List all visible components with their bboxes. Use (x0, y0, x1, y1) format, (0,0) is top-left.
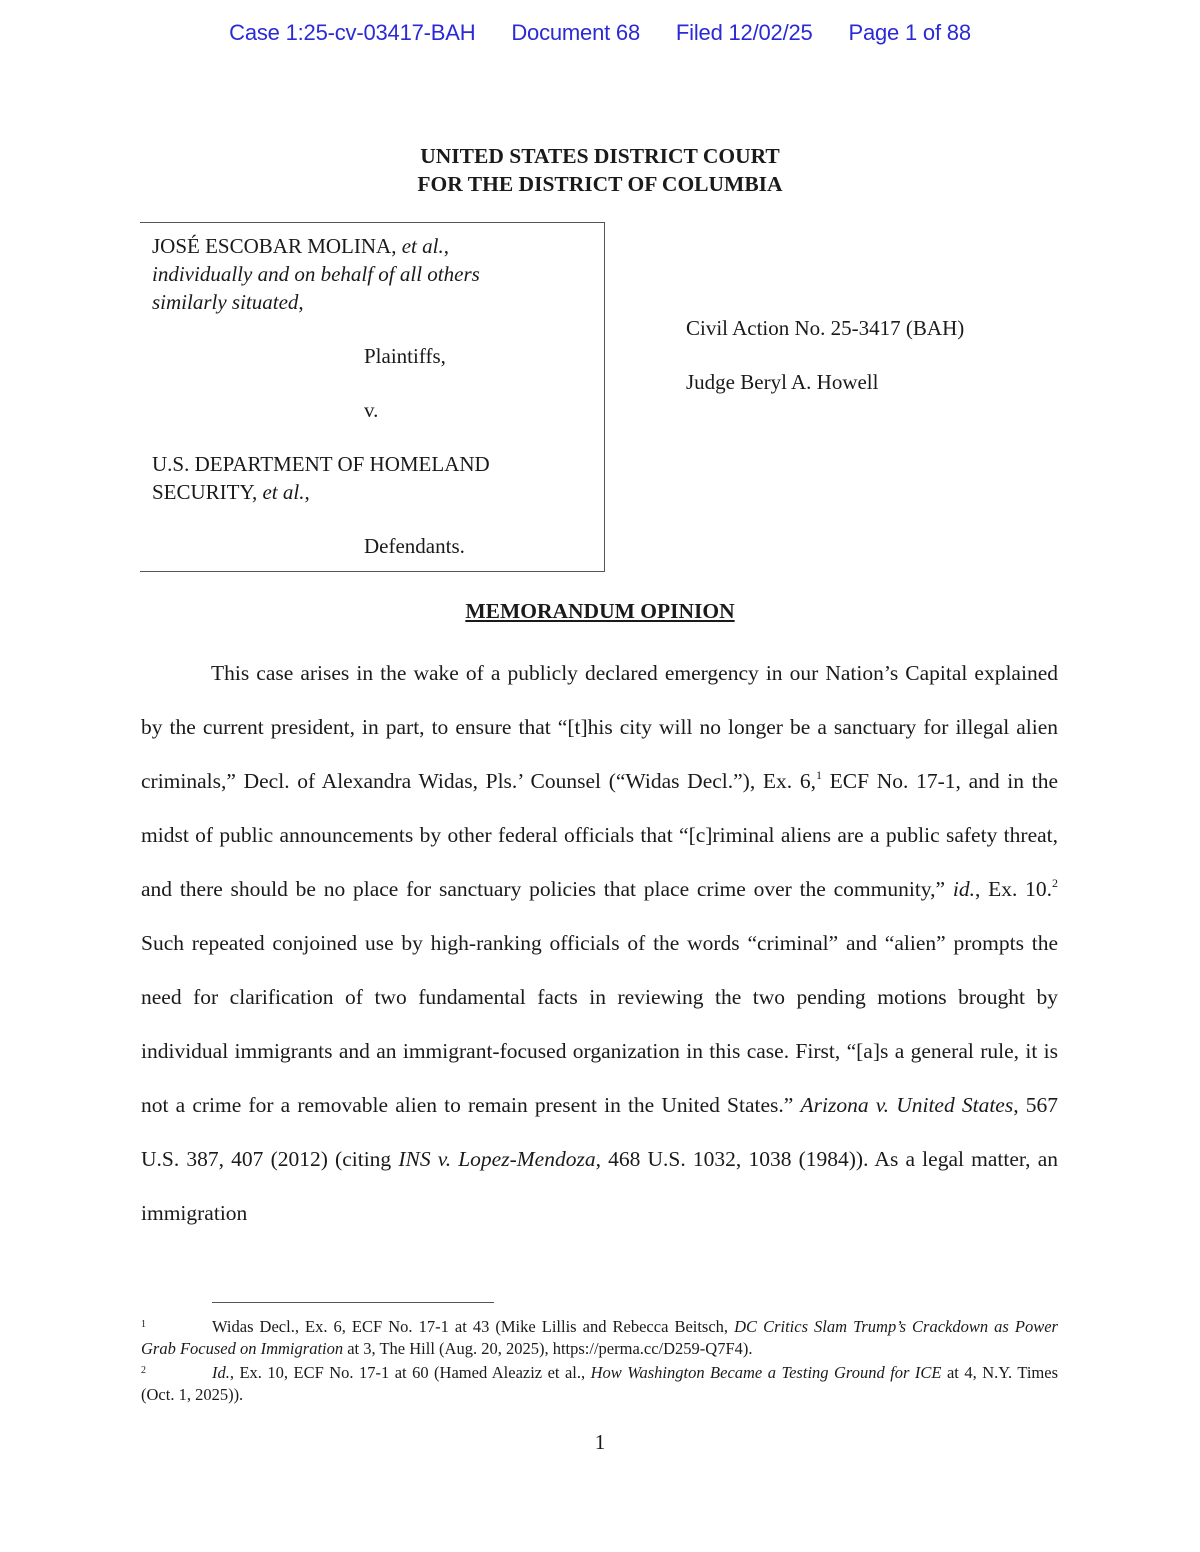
footnote-ref-2[interactable]: 2 (1052, 876, 1059, 890)
footnote-1 (141, 1314, 1058, 1360)
plaintiff-name-text: JOSÉ ESCOBAR MOLINA, (152, 234, 402, 258)
plaintiff-desc-2 (152, 289, 304, 316)
plaintiff-desc-1: individually and on behalf of all others (152, 262, 480, 286)
body-text-3: , Ex. 10. (974, 877, 1053, 901)
case-cite-ins: INS v. Lopez-Mendoza (398, 1147, 596, 1171)
court-name (0, 142, 1200, 198)
body-text-6: , 468 U.S. 1032, 1038 (1984)). As a legal matter, an immigration (141, 1147, 1058, 1225)
footnote-1-text-a: Widas Decl., Ex. 6, ECF No. 17-1 at 43 (Mike Lillis and Rebecca Beitsch, (212, 1317, 735, 1336)
footnote-2-article-title: How Washington Became a Testing Ground for ICE (590, 1363, 942, 1382)
body-text-1: This case arises in the wake of a publicly declared emergency in our Nation’s Capital explained by the current president, in part, to ensure that “[t]his city will no longer be a sanctuary for illegal alien criminals,” Decl. of Alexandra Widas, Pls.’ Counsel (“Widas Decl.”), Ex. 6, (141, 661, 1058, 793)
footnotes (141, 1314, 1058, 1406)
footnote-2-text-a: , Ex. 10, ECF No. 17-1 at 60 (Hamed Aleaziz et al., (229, 1363, 591, 1382)
defendant-line-1: U.S. DEPARTMENT OF HOMELAND (152, 452, 490, 476)
versus: v. (364, 398, 379, 422)
case-cite-arizona: Arizona v. United States (800, 1093, 1014, 1117)
court-line-1: UNITED STATES DISTRICT COURT (420, 144, 780, 168)
footnote-1-text-b: at 3, The Hill (Aug. 20, 2025), https://perma.cc/D259-Q7F4). (343, 1339, 753, 1358)
judge-name: Judge Beryl A. Howell (686, 370, 879, 394)
defendants-label: Defendants. (364, 534, 465, 558)
court-line-2: FOR THE DISTRICT OF COLUMBIA (417, 172, 783, 196)
footnote-2-number: 2 (141, 1365, 146, 1376)
document-title: MEMORANDUM OPINION (465, 599, 735, 623)
page-number: 1 (594, 1430, 606, 1454)
civil-action-number: Civil Action No. 25-3417 (BAH) (686, 316, 965, 340)
body-text-5: , 567 U.S. 387, 407 (2012) (citing (141, 1093, 1059, 1171)
footnote-2-id-cite: Id. (212, 1363, 230, 1382)
footnote-2-text-b: at 4, N.Y. Times (Oct. 1, 2025)). (141, 1363, 1058, 1404)
footnote-2 (141, 1360, 1058, 1406)
plaintiff-etal: et al. (401, 234, 444, 258)
plaintiff-name (152, 233, 449, 260)
body-id-cite: id. (952, 877, 975, 901)
defendant-line-2-text: SECURITY, (152, 480, 263, 504)
body-text-4: Such repeated conjoined use by high-ranking officials of the words “criminal” and “alien” prompts the need for clarification of two fundamental facts in reviewing the two pending motions brought by individual immigrants and an immigrant-focused organization in this case. First, “[a]s a general rule, it is not a crime for a removable alien to remain present in the United States.” (141, 931, 1058, 1117)
footnote-1-number: 1 (141, 1319, 146, 1330)
filed-date: Filed 12/02/25 (675, 20, 813, 45)
plaintiff-desc-comma: , (298, 290, 304, 314)
defendant-line-2 (152, 479, 310, 506)
footnote-1-article-title: DC Critics Slam Trump’s Crackdown as Power Grab Focused on Immigration (141, 1317, 1058, 1358)
body-text-2: ECF No. 17-1, and in the midst of public announcements by other federal officials that “[c]riminal aliens are a public safety threat, and there should be no place for sanctuary policies that place crime over the community,” (141, 769, 1058, 901)
plaintiff-comma: , (443, 234, 449, 258)
opening-paragraph (141, 646, 1058, 1240)
opinion-body (141, 646, 1058, 1240)
page-count: Page 1 of 88 (848, 20, 971, 45)
ecf-filing-header (0, 20, 1200, 46)
defendant-etal: et al. (262, 480, 305, 504)
footnote-separator (212, 1302, 494, 1303)
plaintiffs-label: Plaintiffs, (364, 344, 446, 368)
document-number: Document 68 (511, 20, 640, 45)
case-number: Case 1:25-cv-03417-BAH (229, 20, 476, 45)
plaintiff-desc-2-text: similarly situated (152, 290, 299, 314)
footnote-ref-1[interactable]: 1 (815, 768, 822, 782)
defendant-comma: , (304, 480, 310, 504)
